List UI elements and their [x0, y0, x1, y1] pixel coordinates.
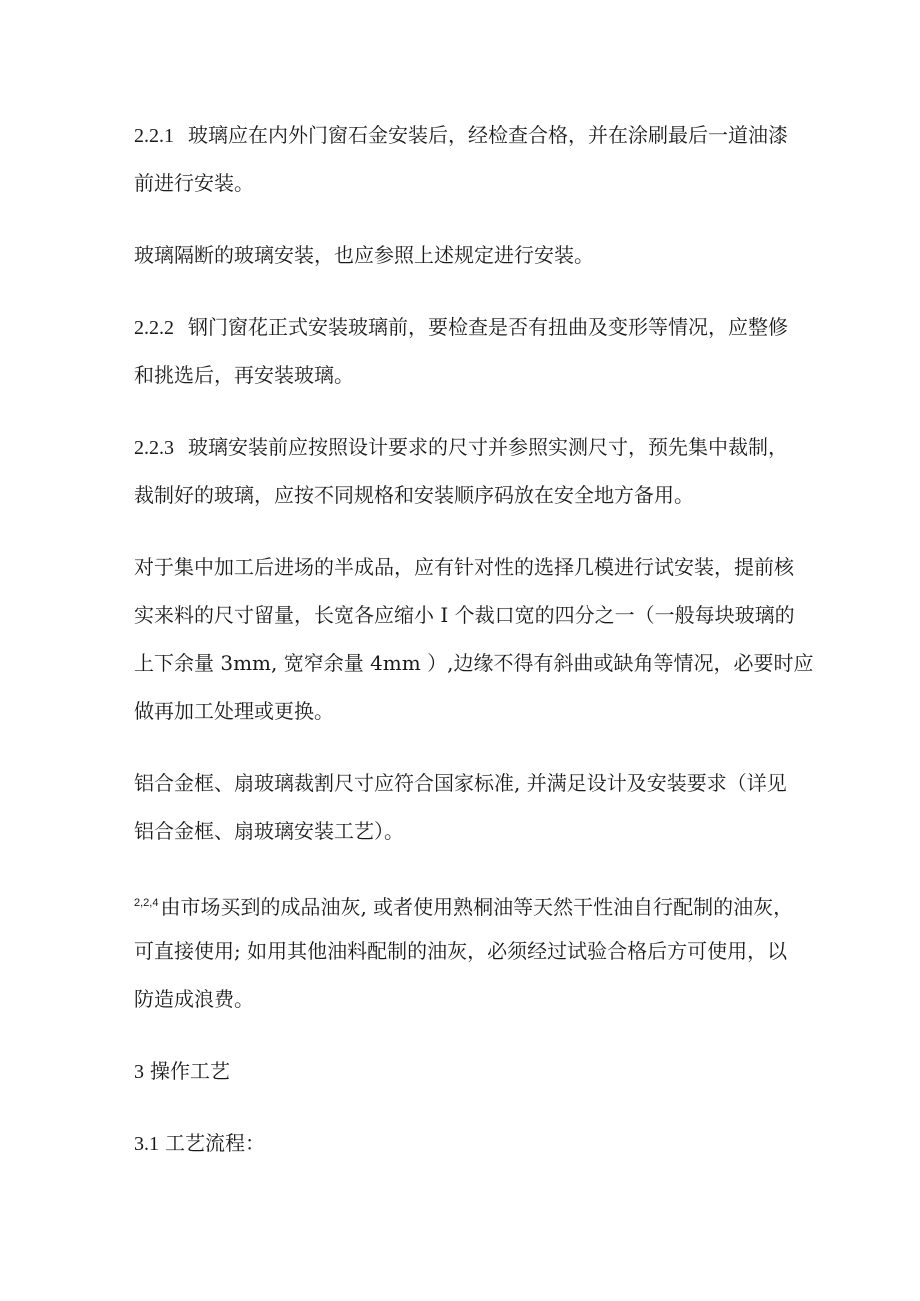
section-number: 3.1	[134, 1133, 159, 1155]
paragraph-line: 上下余量 3mm, 宽窄余量 4mm ）,边缘不得有斜曲或缺角等情况，必要时应	[134, 651, 814, 675]
paragraph-line: 玻璃应在内外门窗石金安装后，经检查合格，并在涂刷最后一道油漆	[188, 123, 788, 147]
section-number: 2.2.3	[134, 437, 174, 459]
paragraph-line: 玻璃隔断的玻璃安装，也应参照上述规定进行安装。	[134, 243, 594, 267]
paragraph-aluminum-frame	[134, 759, 796, 855]
paragraph-line: 由市场买到的成品油灰, 或者使用熟桐油等天然干性油自行配制的油灰，	[160, 895, 794, 919]
paragraph-line: 铝合金框、扇玻璃裁割尺寸应符合国家标准, 并满足设计及安装要求（详见	[134, 771, 787, 795]
paragraph-line: 裁制好的玻璃，应按不同规格和安装顺序码放在安全地方备用。	[134, 483, 694, 507]
paragraph-line: 做再加工处理或更换。	[134, 699, 334, 723]
paragraph-2-2-2	[134, 303, 796, 399]
section-number: 2.2.2	[134, 317, 174, 339]
paragraph-line: 钢门窗花正式安装玻璃前，要检查是否有扭曲及变形等情况，应整修	[188, 315, 788, 339]
paragraph-2-2-3	[134, 423, 796, 519]
section-number: 3	[134, 1061, 144, 1083]
section-number: 2,2,4	[134, 897, 159, 909]
paragraph-line: 玻璃安装前应按照设计要求的尺寸并参照实测尺寸，预先集中裁制，	[188, 435, 788, 459]
paragraph-2-2-4	[134, 879, 796, 1023]
paragraph-line: 和挑选后，再安装玻璃。	[134, 363, 354, 387]
paragraph-line: 铝合金框、扇玻璃安装工艺）。	[134, 819, 404, 843]
section-heading-3	[134, 1047, 796, 1095]
paragraph-line: 防造成浪费。	[134, 987, 254, 1011]
paragraph-line: 实来料的尺寸留量，长宽各应缩小 I 个裁口宽的四分之一（一般每块玻璃的	[134, 603, 795, 627]
section-number: 2.2.1	[134, 125, 174, 147]
paragraph-2-2-1	[134, 111, 796, 207]
heading-text: 工艺流程：	[165, 1131, 265, 1155]
paragraph-line: 对于集中加工后进场的半成品，应有针对性的选择几模进行试安装，提前核	[134, 555, 794, 579]
heading-text: 操作工艺	[150, 1059, 230, 1083]
paragraph-partition-glass	[134, 231, 796, 279]
section-heading-3-1	[134, 1119, 796, 1167]
paragraph-line: 前进行安装。	[134, 171, 254, 195]
paragraph-line: 可直接使用; 如用其他油料配制的油灰，必须经过试验合格后方可使用，以	[134, 939, 788, 963]
paragraph-semi-finished	[134, 543, 814, 735]
